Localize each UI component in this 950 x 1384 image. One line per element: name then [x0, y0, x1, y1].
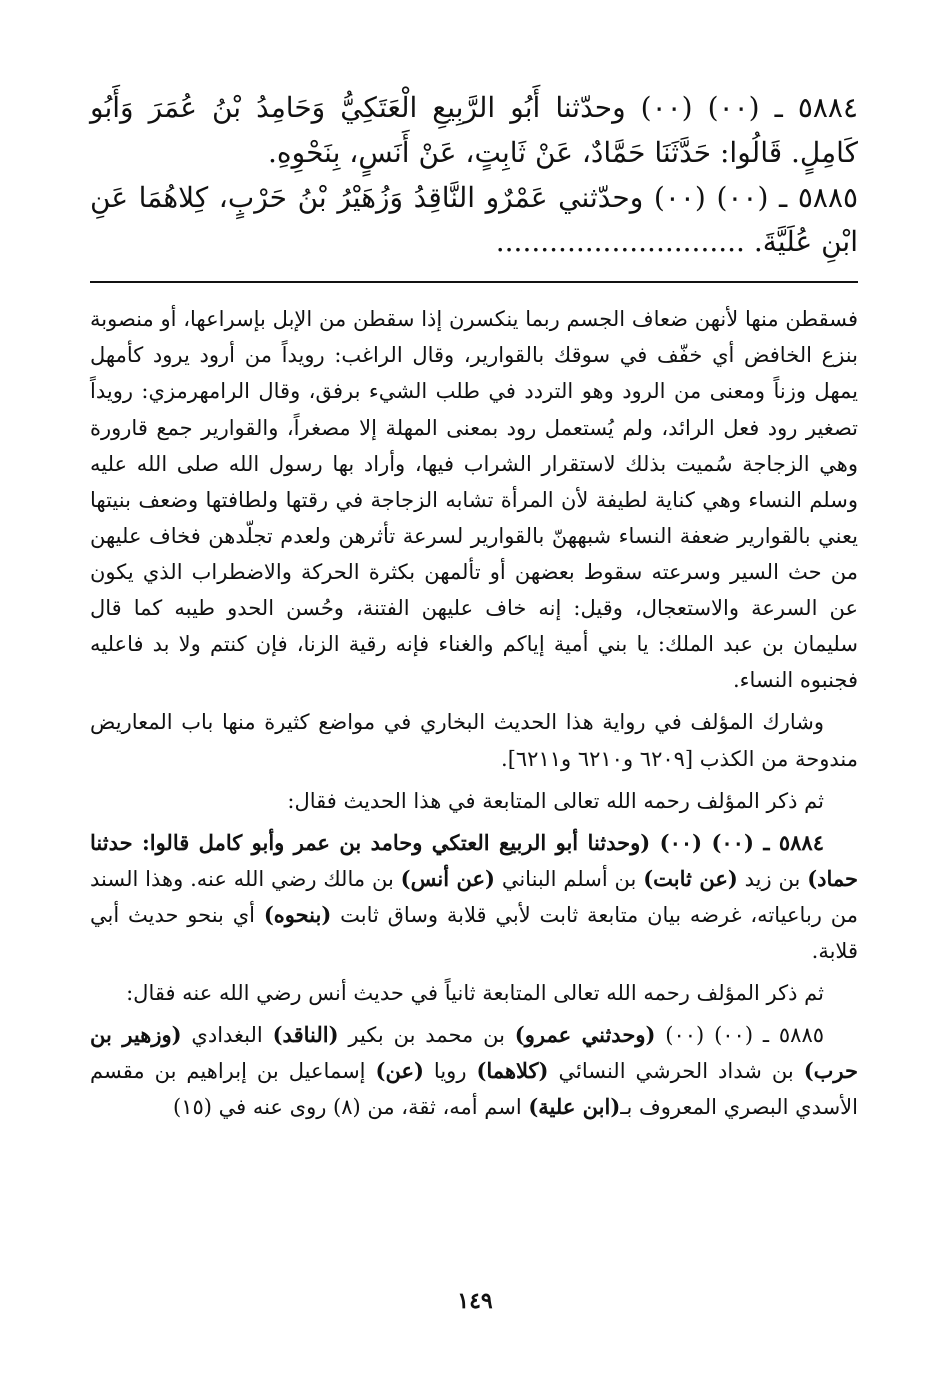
- plain-text: بن زيد: [737, 866, 808, 891]
- plain-text: البغدادي: [181, 1023, 273, 1048]
- commentary-paragraph-6: [90, 1017, 858, 1125]
- plain-text: بن شداد الحرشي النسائي: [548, 1059, 804, 1084]
- hadith-5884: ٥٨٨٤ ـ (٠٠) (٠٠) وحدّثنا أَبُو الرَّبِيعِ الْعَتَكِيُّ وَحَامِدُ بْنُ عُمَرَ وَأَبُو كَامِلٍ. قَالُوا: حَدَّثَنَا حَمَّادٌ، عَنْ ثَابِتٍ، عَنْ أَنَسٍ، بِنَحْوِهِ.: [90, 91, 858, 169]
- plain-text: رويا: [423, 1059, 477, 1084]
- plain-text: إسماعيل بن إبراهيم بن مقسم الأسدي البصري المعروف بـ: [90, 1059, 858, 1120]
- commentary-paragraph-2: وشارك المؤلف في رواية هذا الحديث البخاري في مواضع كثيرة منها باب المعاريض مندوحة من الكذب [٦٢٠٩ و٦٢١٠ و٦٢١١].: [90, 710, 858, 771]
- bold-narration: (كلاهما): [476, 1058, 549, 1084]
- commentary-paragraph-4: [90, 825, 858, 969]
- bold-narration: (ابن علية): [528, 1094, 621, 1120]
- hadith-text-section: [90, 86, 858, 265]
- plain-text: بن محمد بن بكير: [338, 1023, 515, 1048]
- commentary-paragraph-3: ثم ذكر المؤلف رحمه الله تعالى المتابعة في هذا الحديث فقال:: [287, 788, 824, 813]
- commentary-paragraph-1: فسقطن منها لأنهن ضعاف الجسم ربما ينكسرن إذا سقطن من الإبل بإسراعها، أو منصوبة بنزع الخافض أي خفّف في سوقك بالقوارير، وقال الراغب: رويداً من أرود يرود كأمهل يمهل وزناً ومعنى من الرود وهو التردد في طلب الشيء برفق، وقال الرامهرمزي: رويداً تصغير رود فعل الرائد، ولم يُستعمل رود بمعنى المهلة إلا مصغراً، والقوارير جمع قارورة وهي الزجاجة سُميت بذلك لاستقرار الشراب فيها، وأراد بها رسول الله صلى الله عليه وسلم النساء وهي كناية لطيفة لأن المرأة تشابه الزجاجة في رقتها ولطافتها وضعف بنيتها يعني بالقوارير ضعفة النساء شبههنّ بالقوارير لسرعة تأثرهن ولعدم تجلّدهن فخاف عليهن من حث السير وسرعته سقوط بعضهن أو تألمهن بكثرة الحركة والاضطراب الذي يكون عن السرعة والاستعجال، وقيل: إنه خاف عليهن الفتنة، وحُسن الحدو طيبه كما قال سليمان بن عبد الملك: يا بني أمية إياكم والغناء فإنه رقية الزنا، فإن كنتم ولا بد فاعليه فجنبوه النساء.: [90, 307, 859, 693]
- bold-narration: (عن أنس): [400, 865, 495, 891]
- bold-narration: ٥٨٨٤ ـ (٠٠) (٠٠) (وحدثنا أبو الربيع العتكي وحامد بن عمر وأبو كامل قالوا: حدثنا حماد): [90, 829, 859, 891]
- bold-narration: (وزهير بن حرب): [90, 1022, 858, 1084]
- commentary-paragraph-5: ثم ذكر المؤلف رحمه الله تعالى المتابعة ثانياً في حديث أنس رضي الله عنه فقال:: [126, 981, 824, 1006]
- bold-narration: (عن): [375, 1058, 424, 1084]
- footnote-separator: [90, 281, 858, 283]
- bold-narration: (الناقد): [272, 1022, 339, 1048]
- plain-text: بن مالك رضي الله عنه. وهذا السند من رباعياته، غرضه بيان متابعة ثابت لأبي قلابة وساق ثابت: [90, 866, 858, 927]
- plain-text: أي بنحو حديث أبي قلابة.: [90, 902, 858, 964]
- commentary-section: [90, 301, 858, 1125]
- document-page: [90, 86, 858, 1344]
- bold-narration: (بنحوه): [263, 901, 332, 927]
- bold-narration: (عن ثابت): [643, 865, 738, 891]
- hadith-5885: ٥٨٨٥ ـ (٠٠) (٠٠) وحدّثني عَمْرٌو النَّاقِدُ وَزُهَيْرُ بْنُ حَرْبٍ، كِلاهُمَا عَنِ ابْنِ عُلَيَّةَ. ............................: [90, 180, 859, 259]
- bold-narration: (وحدثني عمرو): [514, 1022, 656, 1048]
- plain-text: بن أسلم البناني: [494, 866, 644, 891]
- page-number: ١٤٩: [457, 1288, 493, 1314]
- plain-text: اسم أمه، ثقة، من (٨) روى عنه في (١٥): [172, 1095, 529, 1120]
- plain-text: ٥٨٨٥ ـ (٠٠) (٠٠): [655, 1023, 825, 1048]
